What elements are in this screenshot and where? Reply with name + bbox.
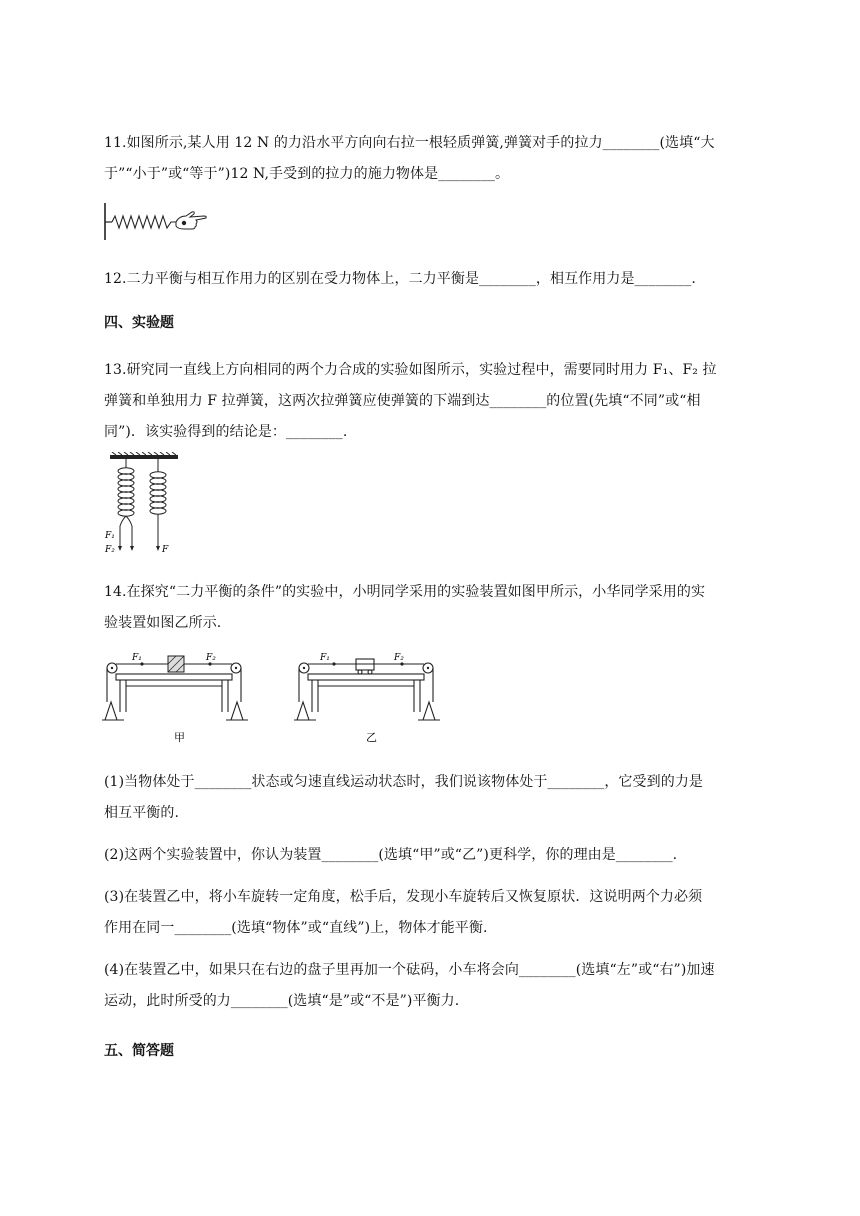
- figure-label-f: F: [162, 545, 169, 555]
- question-14-sub4-line-2: 运动，此时所受的力________(选填“是”或“不是”)平衡力.: [104, 993, 460, 1009]
- figure-label-f2: F₂: [105, 545, 115, 555]
- question-11-line-1: 11.如图所示,某人用 12 N 的力沿水平方向向右拉一根轻质弹簧,弹簧对手的拉力________(选填“大: [104, 135, 715, 151]
- figure-label-f2-jia: F₂: [206, 653, 216, 663]
- figure-label-f1: F₁: [105, 531, 115, 541]
- balance-apparatus-figure: [102, 650, 442, 745]
- figure-label-f1-yi: F₁: [320, 653, 330, 663]
- question-13-line-3: 同”)．该实验得到的结论是：________.: [104, 424, 348, 440]
- question-14-sub2-line-1: (2)这两个实验装置中，你认为装置________(选填“甲”或“乙”)更科学，你的理由是________.: [104, 847, 678, 863]
- figure-caption-jia: 甲: [174, 731, 185, 744]
- question-13-line-1: 13.研究同一直线上方向相同的两个力合成的实验如图所示，实验过程中，需要同时用力 F₁、F₂ 拉: [104, 362, 717, 378]
- section-heading-experiment: 四、实验题: [104, 315, 174, 331]
- section-heading-short-answer: 五、简答题: [104, 1043, 174, 1059]
- figure-label-f1-jia: F₁: [132, 653, 142, 663]
- two-springs-figure: [102, 452, 182, 557]
- question-14-line-2: 验装置如图乙所示.: [104, 615, 222, 631]
- question-14-sub1-line-1: (1)当物体处于________状态或匀速直线运动状态时，我们说该物体处于________，它受到的力是: [104, 774, 704, 790]
- figure-caption-yi: 乙: [366, 731, 377, 744]
- question-14-sub4-line-1: (4)在装置乙中，如果只在右边的盘子里再加一个砝码，小车将会向________(选填“左”或“右”)加速: [104, 962, 715, 978]
- question-14-sub1-line-2: 相互平衡的.: [104, 805, 180, 821]
- question-13-line-2: 弹簧和单独用力 F 拉弹簧，这两次拉弹簧应使弹簧的下端到达________的位置(先填“不同”或“相: [104, 393, 701, 409]
- question-14-sub3-line-1: (3)在装置乙中，将小车旋转一定角度，松手后，发现小车旋转后又恢复原状．这说明两个力必须: [104, 889, 703, 905]
- hand-pulling-spring-figure: [102, 200, 212, 242]
- question-12-line-1: 12.二力平衡与相互作用力的区别在受力物体上，二力平衡是________，相互作用力是________.: [104, 271, 696, 287]
- question-14-line-1: 14.在探究“二力平衡的条件”的实验中，小明同学采用的实验装置如图甲所示，小华同学采用的实: [104, 584, 706, 600]
- figure-label-f2-yi: F₂: [394, 653, 404, 663]
- question-11-line-2: 于”“小于”或“等于”)12 N,手受到的拉力的施力物体是________。: [104, 166, 510, 182]
- question-14-sub3-line-2: 作用在同一________(选填“物体”或“直线”)上，物体才能平衡.: [104, 920, 488, 936]
